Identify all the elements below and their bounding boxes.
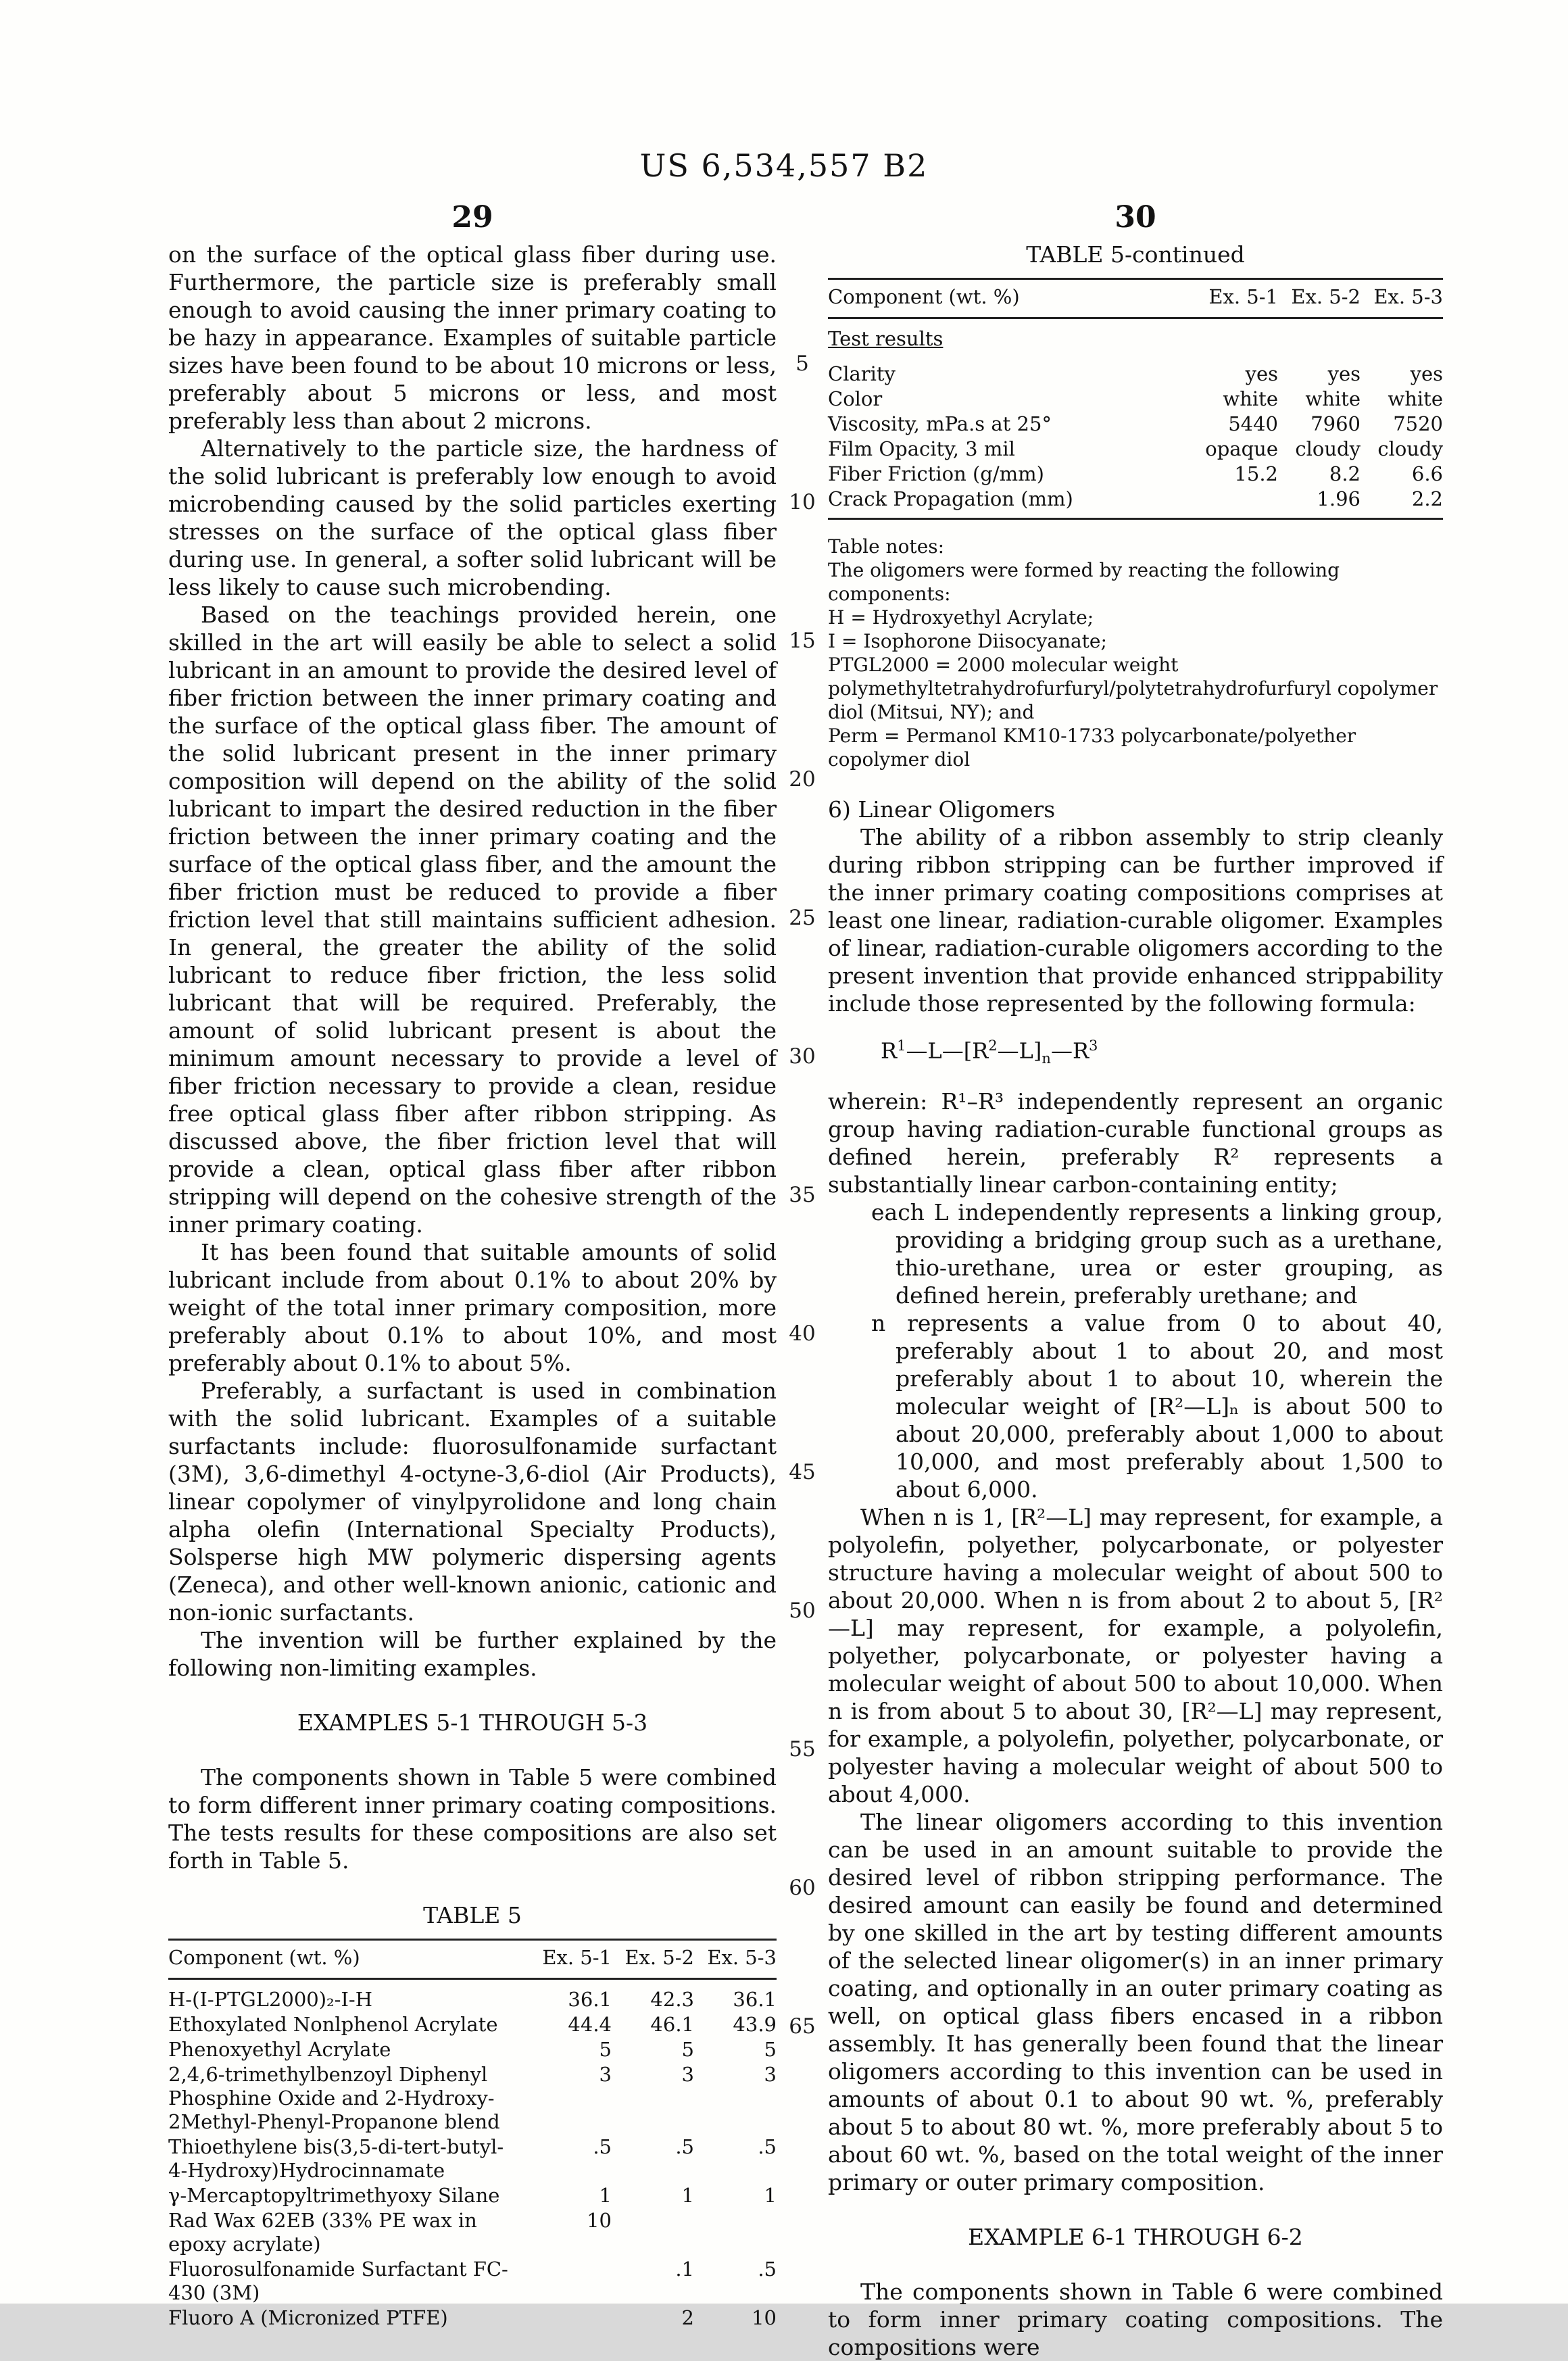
table-row — [828, 412, 1443, 437]
line-number: 40 — [789, 1321, 816, 1346]
table-5 — [168, 1939, 777, 2331]
value-cell: .5 — [758, 2258, 777, 2281]
value-cell: white — [1305, 387, 1361, 410]
example-6-heading: EXAMPLE 6-1 THROUGH 6-2 — [968, 2224, 1303, 2251]
component-cell: Color — [828, 387, 883, 410]
value-cell: white — [1223, 387, 1278, 410]
note-line: Perm = Permanol KM10-1733 polycarbonate/polyether copolymer diol — [828, 725, 1356, 771]
note-line: PTGL2000 = 2000 molecular weight polymethyltetrahydrofurfuryl/polytetrahydrofurfuryl copolymer diol (Mitsui, NY); and — [828, 654, 1438, 723]
header-component: Component (wt. %) — [828, 279, 1196, 318]
value-cell: 6.6 — [1411, 462, 1443, 485]
value-cell: .1 — [675, 2258, 694, 2281]
value-cell: 10 — [587, 2209, 612, 2232]
value-cell: opaque — [1205, 437, 1278, 460]
line-number: 25 — [789, 906, 816, 930]
table-row — [828, 387, 1443, 412]
table-row — [168, 2135, 777, 2183]
value-cell: 43.9 — [733, 2013, 777, 2036]
table-row — [168, 2306, 777, 2331]
table-row — [168, 2037, 777, 2062]
component-cell: Rad Wax 62EB (33% PE wax in epoxy acrylate) — [168, 2209, 477, 2256]
value-cell: 3 — [764, 2063, 777, 2086]
table-5-title: TABLE 5 — [423, 1902, 522, 1928]
value-cell: 46.1 — [650, 2013, 694, 2036]
value-cell: 7520 — [1393, 412, 1443, 435]
line-number: 10 — [789, 490, 816, 514]
note-line: Table notes: — [828, 535, 945, 558]
line-number: 30 — [789, 1044, 816, 1069]
note-line: H = Hydroxyethyl Acrylate; — [828, 606, 1094, 629]
paragraph-when-n: When n is 1, [R²—L] may represent, for example, a polyolefin, polyether, polycarbonate, or polyester structure having a molecular weight of about 500 to about 20,000. When n is from about 2 to about 5, [R²—L] may represent, for example, a polyolefin, polyether, polycarbonate, or polyester having a molecular weight of about 500 to about 10,000. When n is from about 5 to about 30, [R²—L] may represent, for example, a polyolefin, polyether, polycarbonate, or polyester having a molecular weight of about 500 to about 4,000. — [828, 1504, 1443, 1808]
formula-segment: —L—[R — [906, 1038, 989, 1064]
value-cell: 42.3 — [650, 1988, 694, 2011]
component-cell: Phenoxyethyl Acrylate — [168, 2038, 391, 2061]
paragraph-table6-intro: The components shown in Table 6 were combined to form inner primary coating compositions. The compositions were — [828, 2279, 1443, 2361]
value-cell: yes — [1327, 362, 1361, 385]
paragraph-linking-group: each L independently represents a linking group, providing a bridging group such as a urethane, thio-urethane, urea or ester grouping, as defined herein, preferably urethane; and — [871, 1199, 1443, 1309]
line-number: 45 — [789, 1460, 816, 1484]
paragraph-n-value: n represents a value from 0 to about 40, preferably about 1 to about 20, and most preferably about 1 to about 10, wherein the molecular weight of [R²—L]ₙ is about 500 to about 20,000, preferably about 1,000 to about 10,000, and most preferably about 1,500 to about 6,000. — [871, 1310, 1443, 1503]
value-cell: 3 — [681, 2063, 694, 2086]
note-line: I = Isophorone Diisocyanate; — [828, 630, 1107, 652]
value-cell: 10 — [752, 2306, 777, 2329]
value-cell: 2.2 — [1411, 487, 1443, 510]
line-number: 35 — [789, 1183, 816, 1207]
table-row — [168, 2062, 777, 2135]
test-results-row — [828, 318, 1443, 362]
value-cell: 44.4 — [568, 2013, 612, 2036]
header-ex-5-2: Ex. 5-2 — [612, 1940, 694, 1979]
value-cell: 5 — [764, 2038, 777, 2061]
component-cell: Viscosity, mPa.s at 25° — [828, 412, 1052, 435]
table-5-continued — [828, 278, 1443, 520]
line-number: 50 — [789, 1599, 816, 1623]
right-column — [828, 241, 1443, 2361]
table-5-continued-title: TABLE 5-continued — [1026, 241, 1245, 268]
paragraph-table5-intro: The components shown in Table 5 were combined to form different inner primary coating compositions. The tests results for these compositions are also set forth in Table 5. — [168, 1764, 777, 1874]
formula-segment: —R — [1050, 1038, 1089, 1064]
value-cell: 2 — [681, 2306, 694, 2329]
note-line: The oligomers were formed by reacting the following components: — [828, 559, 1340, 605]
header-ex-5-3: Ex. 5-3 — [694, 1940, 777, 1979]
formula-segment: —L] — [997, 1038, 1042, 1064]
oligomer-formula — [881, 1032, 1443, 1073]
table-row — [828, 487, 1443, 519]
patent-number: US 6,534,557 B2 — [639, 147, 929, 184]
component-cell: 2,4,6-trimethylbenzoyl Diphenyl Phosphine Oxide and 2-Hydroxy-2Methyl-Phenyl-Propanone blend — [168, 2063, 500, 2133]
value-cell: yes — [1410, 362, 1443, 385]
value-cell — [529, 2306, 612, 2331]
column-number-left: 29 — [451, 200, 493, 235]
value-cell: .5 — [675, 2135, 694, 2158]
value-cell — [612, 2208, 694, 2257]
formula-superscript: 3 — [1089, 1038, 1098, 1054]
component-cell: H-(I-PTGL2000)₂-I-H — [168, 1988, 373, 2011]
paragraph-wherein: wherein: R¹–R³ independently represent an organic group having radiation-curable functional groups as defined herein, preferably R² represents a substantially linear carbon-containing entity; — [828, 1088, 1443, 1198]
paragraph-particle-size: on the surface of the optical glass fiber during use. Furthermore, the particle size is preferably small enough to avoid causing the inner primary coating to be hazy in appearance. Examples of suitable particle sizes have been found to be about 10 microns or less, preferably about 5 microns or less, and most preferably less than about 2 microns. — [168, 241, 777, 434]
table-row — [168, 2183, 777, 2208]
value-cell: .5 — [758, 2135, 777, 2158]
header-ex-5-1: Ex. 5-1 — [529, 1940, 612, 1979]
formula-subscript: n — [1042, 1050, 1051, 1067]
table-notes — [828, 535, 1443, 771]
component-cell: Thioethylene bis(3,5-di-tert-butyl-4-Hydroxy)Hydrocinnamate — [168, 2135, 504, 2182]
table-row — [828, 462, 1443, 487]
value-cell: 5 — [599, 2038, 612, 2061]
column-number-right: 30 — [1114, 200, 1156, 235]
header-ex-5-1: Ex. 5-1 — [1196, 279, 1278, 318]
paragraph-lubricant-hardness: Alternatively to the particle size, the hardness of the solid lubricant is preferably low enough to avoid microbending caused by the solid particles exerting stresses on the surface of the optical glass fiber during use. In general, a softer solid lubricant will be less likely to cause such microbending. — [168, 435, 777, 600]
paragraph-lubricant-amounts: It has been found that suitable amounts of solid lubricant include from about 0.1% to about 20% by weight of the total inner primary composition, more preferably about 0.1% to about 10%, and most preferably about 0.1% to about 5%. — [168, 1239, 777, 1376]
component-cell: Fluorosulfonamide Surfactant FC-430 (3M) — [168, 2258, 508, 2304]
value-cell: 15.2 — [1234, 462, 1278, 485]
linear-oligomers-heading: 6) Linear Oligomers — [828, 796, 1056, 823]
line-number: 60 — [789, 1876, 816, 1900]
value-cell: 5440 — [1228, 412, 1278, 435]
table-row — [828, 362, 1443, 387]
formula-segment: R — [881, 1038, 898, 1064]
header-ex-5-2: Ex. 5-2 — [1278, 279, 1361, 318]
value-cell: 36.1 — [733, 1988, 777, 2011]
value-cell: white — [1388, 387, 1443, 410]
value-cell: 7960 — [1310, 412, 1361, 435]
paragraph-fiber-friction: Based on the teachings provided herein, one skilled in the art will easily be able to select a solid lubricant in an amount to provide the desired level of fiber friction between the inner primary coating and the surface of the optical glass fiber. The amount of the solid lubricant present in the inner primary composition will depend on the ability of the solid lubricant to impart the desired reduction in the fiber friction between the inner primary coating and the surface of the optical glass fiber, and the amount the fiber friction must be reduced to provide a fiber friction level that still maintains sufficient adhesion. In general, the greater the ability of the solid lubricant to reduce fiber friction, the less solid lubricant that will be required. Preferably, the amount of solid lubricant present is about the minimum amount necessary to provide a level of fiber friction necessary to provide a clean, residue free optical glass fiber after ribbon stripping. As discussed above, the fiber friction level that will provide a clean, optical glass fiber after ribbon stripping will depend on the cohesive strength of the inner primary coating. — [168, 602, 777, 1238]
table-row — [168, 2012, 777, 2037]
value-cell: yes — [1245, 362, 1278, 385]
paragraph-surfactants: Preferably, a surfactant is used in combination with the solid lubricant. Examples of a suitable surfactants include: fluorosulfonamide surfactant (3M), 3,6-dimethyl 4-octyne-3,6-diol (Air Products), linear copolymer of vinylpyrolidone and long chain alpha olefin (International Specialty Products), Solsperse high MW polymeric dispersing agents (Zeneca), and other well-known anionic, cationic and non-ionic surfactants. — [168, 1378, 777, 1626]
component-cell: Fiber Friction (g/mm) — [828, 462, 1044, 485]
value-cell: 3 — [599, 2063, 612, 2086]
component-cell: γ-Mercaptopyltrimethyoxy Silane — [168, 2184, 500, 2207]
paragraph-oligomer-amount: The linear oligomers according to this invention can be used in an amount suitable to provide the desired level of ribbon stripping performance. The desired amount can easily be found and determined by one skilled in the art by testing different amounts of the selected linear oligomer(s) in an inner primary coating, and optionally in an outer primary coating as well, on optical glass fibers encased in a ribbon assembly. It has generally been found that the linear oligomers according to this invention can be used in amounts of about 0.1 to about 90 wt. %, preferably about 5 to about 80 wt. %, more preferably about 5 to about 60 wt. %, based on the total weight of the inner primary or outer primary composition. — [828, 1809, 1443, 2196]
line-number: 15 — [789, 629, 816, 653]
value-cell: 1.96 — [1317, 487, 1361, 510]
table-header-row — [828, 279, 1443, 318]
component-cell: Clarity — [828, 362, 896, 385]
line-number: 5 — [795, 351, 809, 376]
value-cell: 8.2 — [1329, 462, 1361, 485]
paragraph-examples-intro: The invention will be further explained by the following non-limiting examples. — [168, 1627, 777, 1681]
component-cell: Fluoro A (Micronized PTFE) — [168, 2306, 448, 2329]
value-cell: .5 — [593, 2135, 612, 2158]
header-component: Component (wt. %) — [168, 1940, 529, 1979]
test-results-label: Test results — [828, 327, 944, 350]
header-ex-5-3: Ex. 5-3 — [1361, 279, 1443, 318]
component-cell: Crack Propagation (mm) — [828, 487, 1073, 510]
value-cell — [1196, 487, 1278, 519]
examples-5-heading: EXAMPLES 5-1 THROUGH 5-3 — [297, 1709, 648, 1736]
table-row — [168, 2208, 777, 2257]
left-column — [168, 241, 777, 2331]
component-cell: Film Opacity, 3 mil — [828, 437, 1015, 460]
value-cell: 36.1 — [568, 1988, 612, 2011]
table-row — [168, 2257, 777, 2306]
component-cell: Ethoxylated Nonlphenol Acrylate — [168, 2013, 498, 2036]
value-cell: 5 — [681, 2038, 694, 2061]
table-row — [828, 437, 1443, 462]
value-cell: cloudy — [1295, 437, 1361, 460]
value-cell — [529, 2257, 612, 2306]
formula-superscript: 2 — [988, 1038, 998, 1054]
line-number: 55 — [789, 1737, 816, 1761]
value-cell: cloudy — [1377, 437, 1443, 460]
line-number: 20 — [789, 767, 816, 792]
paragraph-ribbon-strip: The ability of a ribbon assembly to strip cleanly during ribbon stripping can be further improved if the inner primary coating compositions comprises at least one linear, radiation-curable oligomer. Examples of linear, radiation-curable oligomers according to the present invention that provide enhanced strippability include those represented by the following formula: — [828, 824, 1443, 1017]
table-row — [168, 1979, 777, 2013]
formula-superscript: 1 — [897, 1038, 906, 1054]
table-header-row — [168, 1940, 777, 1979]
value-cell: 1 — [764, 2184, 777, 2207]
value-cell: 1 — [599, 2184, 612, 2207]
value-cell — [694, 2208, 777, 2257]
value-cell: 1 — [681, 2184, 694, 2207]
line-number: 65 — [789, 2014, 816, 2039]
